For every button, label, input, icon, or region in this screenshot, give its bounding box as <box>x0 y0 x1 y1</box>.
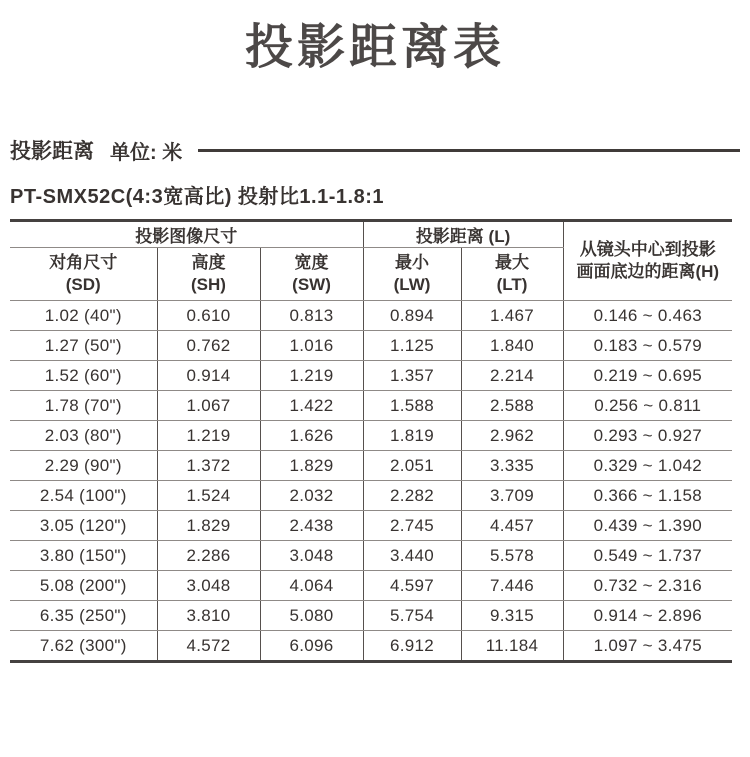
column-label: 高度 <box>191 253 226 273</box>
table-cell: 1.422 <box>260 391 363 421</box>
table-row <box>10 631 732 662</box>
table-cell: 6.096 <box>260 631 363 662</box>
column-header-min <box>363 248 461 301</box>
section-label: 投影距离 <box>10 140 94 164</box>
table-cell: 2.54 (100") <box>10 481 157 511</box>
table-cell: 2.29 (90") <box>10 451 157 481</box>
table-cell: 7.62 (300") <box>10 631 157 662</box>
table-cell: 1.097 ~ 3.475 <box>563 631 732 662</box>
table-cell: 6.912 <box>363 631 461 662</box>
column-header-diagonal <box>10 248 157 301</box>
lens-offset-label-line1: 从镜头中心到投影 <box>579 240 716 260</box>
table-cell: 1.840 <box>461 331 563 361</box>
table-body <box>10 301 732 662</box>
group-header-row <box>10 221 732 248</box>
table-cell: 2.214 <box>461 361 563 391</box>
page-title: 投影距离表 <box>244 21 505 74</box>
table-cell: 3.05 (120") <box>10 511 157 541</box>
column-sublabel: (LW) <box>393 275 431 295</box>
column-header-lens-offset <box>563 221 732 301</box>
lens-offset-label-line2: 画面底边的距离(H) <box>576 262 720 282</box>
table-cell: 7.446 <box>461 571 563 601</box>
table-row <box>10 451 732 481</box>
section-header <box>10 135 740 165</box>
table-cell: 5.08 (200") <box>10 571 157 601</box>
section-rule-line <box>198 149 740 152</box>
table-cell: 0.146 ~ 0.463 <box>563 301 732 331</box>
table-cell: 4.572 <box>157 631 260 662</box>
table-row <box>10 361 732 391</box>
table-cell: 1.626 <box>260 421 363 451</box>
group-header-image-size: 投影图像尺寸 <box>10 221 363 248</box>
table-cell: 11.184 <box>461 631 563 662</box>
table-cell: 1.219 <box>157 421 260 451</box>
table-cell: 0.549 ~ 1.737 <box>563 541 732 571</box>
table-cell: 0.366 ~ 1.158 <box>563 481 732 511</box>
column-header-width <box>260 248 363 301</box>
table-cell: 1.372 <box>157 451 260 481</box>
table-cell: 1.829 <box>260 451 363 481</box>
table-row <box>10 481 732 511</box>
table-cell: 0.329 ~ 1.042 <box>563 451 732 481</box>
column-header-max <box>461 248 563 301</box>
table-cell: 6.35 (250") <box>10 601 157 631</box>
table-cell: 0.293 ~ 0.927 <box>563 421 732 451</box>
unit-label: 单位: 米 <box>110 141 183 164</box>
table-cell: 1.357 <box>363 361 461 391</box>
table-cell: 1.27 (50") <box>10 331 157 361</box>
table-cell: 2.962 <box>461 421 563 451</box>
table-cell: 0.256 ~ 0.811 <box>563 391 732 421</box>
column-sublabel: (SW) <box>292 275 331 295</box>
table-cell: 4.597 <box>363 571 461 601</box>
table-row <box>10 421 732 451</box>
model-spec-line: PT-SMX52C(4:3宽高比) 投射比1.1-1.8:1 <box>10 186 384 209</box>
table-cell: 0.914 <box>157 361 260 391</box>
table-cell: 0.914 ~ 2.896 <box>563 601 732 631</box>
table-cell: 1.588 <box>363 391 461 421</box>
table-cell: 1.067 <box>157 391 260 421</box>
table-cell: 2.286 <box>157 541 260 571</box>
manual-page <box>0 20 750 663</box>
table-cell: 0.610 <box>157 301 260 331</box>
projection-distance-table <box>10 219 732 663</box>
column-label: 最小 <box>395 253 430 273</box>
table-cell: 4.064 <box>260 571 363 601</box>
table-cell: 3.335 <box>461 451 563 481</box>
table-cell: 5.754 <box>363 601 461 631</box>
table-cell: 1.02 (40") <box>10 301 157 331</box>
table-cell: 5.080 <box>260 601 363 631</box>
table-cell: 0.762 <box>157 331 260 361</box>
table-cell: 2.282 <box>363 481 461 511</box>
table-row <box>10 301 732 331</box>
table-cell: 2.032 <box>260 481 363 511</box>
table-cell: 1.819 <box>363 421 461 451</box>
table-cell: 0.894 <box>363 301 461 331</box>
table-cell: 2.03 (80") <box>10 421 157 451</box>
table-cell: 1.125 <box>363 331 461 361</box>
table-cell: 3.048 <box>260 541 363 571</box>
table-cell: 3.048 <box>157 571 260 601</box>
table-cell: 4.457 <box>461 511 563 541</box>
table-cell: 0.732 ~ 2.316 <box>563 571 732 601</box>
table-row <box>10 601 732 631</box>
table-row <box>10 511 732 541</box>
table-cell: 0.439 ~ 1.390 <box>563 511 732 541</box>
table-cell: 5.578 <box>461 541 563 571</box>
table-cell: 3.810 <box>157 601 260 631</box>
table-cell: 1.52 (60") <box>10 361 157 391</box>
table-cell: 1.78 (70") <box>10 391 157 421</box>
table-row <box>10 541 732 571</box>
table-cell: 2.051 <box>363 451 461 481</box>
table-cell: 0.813 <box>260 301 363 331</box>
table-row <box>10 331 732 361</box>
table-cell: 0.183 ~ 0.579 <box>563 331 732 361</box>
group-header-projection-distance: 投影距离 (L) <box>363 221 563 248</box>
table-cell: 3.709 <box>461 481 563 511</box>
table-cell: 2.588 <box>461 391 563 421</box>
column-label: 最大 <box>495 253 530 273</box>
table-cell: 1.219 <box>260 361 363 391</box>
column-label: 宽度 <box>294 253 329 273</box>
table-cell: 3.440 <box>363 541 461 571</box>
column-label: 对角尺寸 <box>49 253 118 273</box>
column-sublabel: (SH) <box>191 275 226 295</box>
table-row <box>10 571 732 601</box>
column-header-height <box>157 248 260 301</box>
table-cell: 3.80 (150") <box>10 541 157 571</box>
table-cell: 1.524 <box>157 481 260 511</box>
column-sublabel: (LT) <box>496 275 528 295</box>
column-sublabel: (SD) <box>65 275 101 295</box>
table-row <box>10 391 732 421</box>
table-cell: 0.219 ~ 0.695 <box>563 361 732 391</box>
table-cell: 2.438 <box>260 511 363 541</box>
table-cell: 1.829 <box>157 511 260 541</box>
table-cell: 1.467 <box>461 301 563 331</box>
table-cell: 9.315 <box>461 601 563 631</box>
table-cell: 1.016 <box>260 331 363 361</box>
table-cell: 2.745 <box>363 511 461 541</box>
